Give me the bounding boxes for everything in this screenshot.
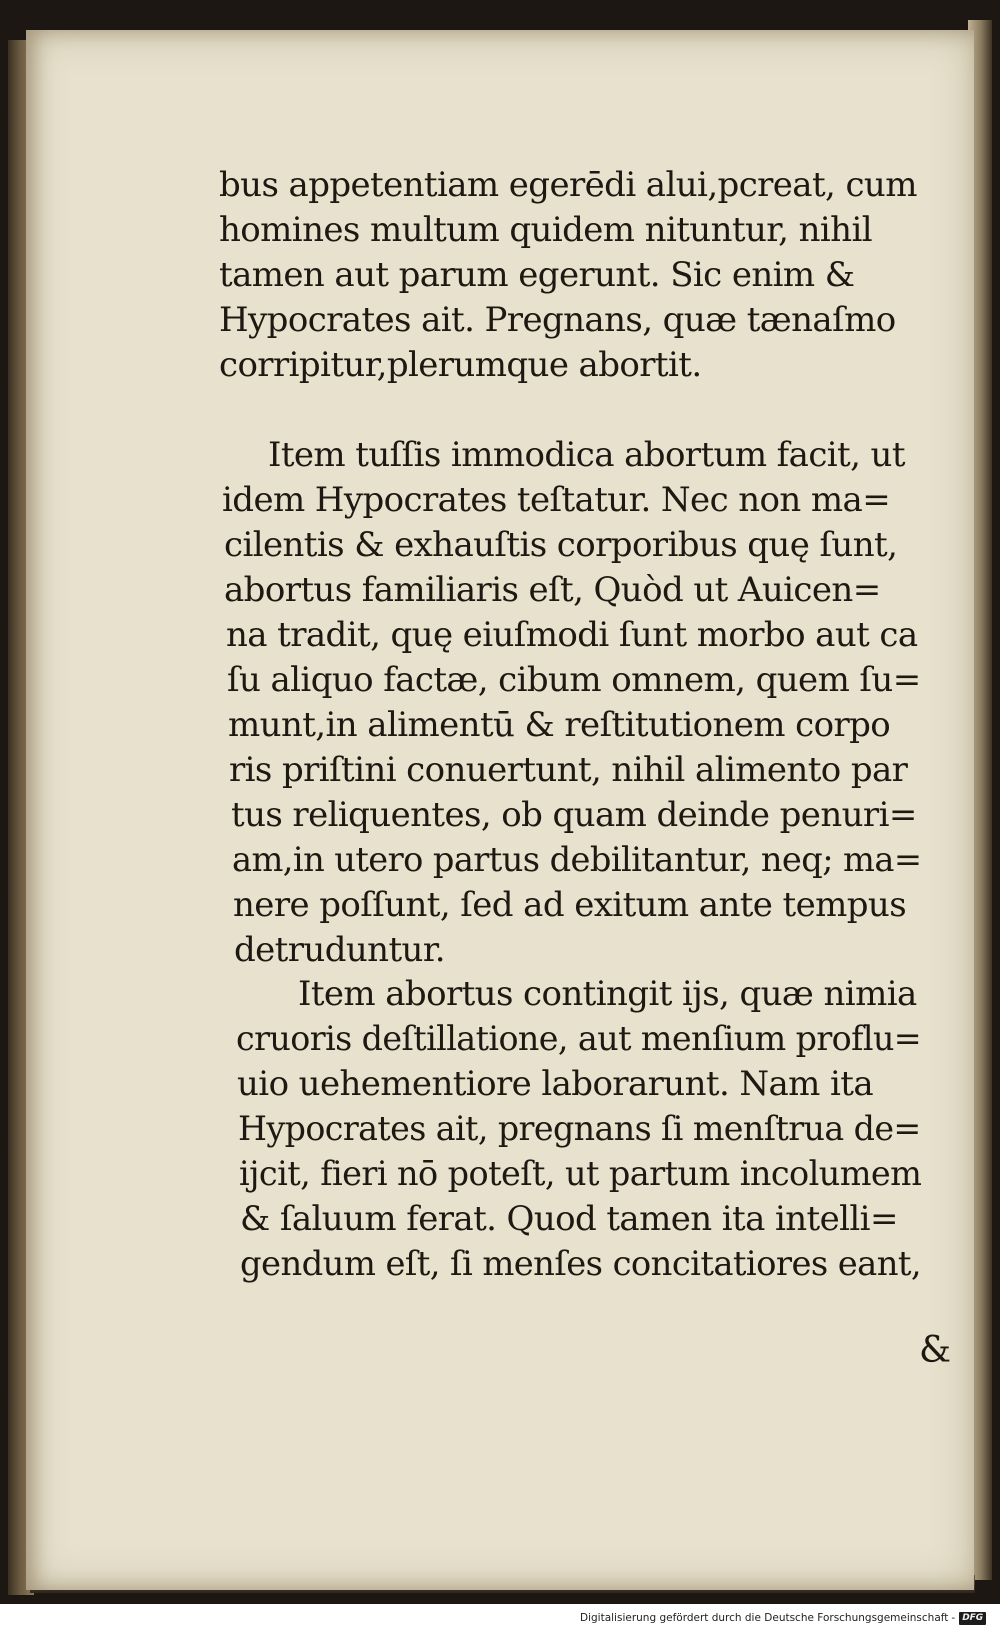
text-line: cilentis & exhauſtis corporibus quę ſunt, (224, 525, 898, 565)
digitization-credit: Digitalisierung gefördert durch die Deutsche Forschungsgemeinschaft - DFG (580, 1610, 986, 1626)
text-line: abortus familiaris eſt, Quòd ut Auicen= (224, 570, 881, 610)
text-line: idem Hypocrates teſtatur. Nec non ma= (222, 480, 891, 520)
text-line: corripitur,plerumque abortit. (219, 345, 702, 385)
text-line: na tradit, quę eiuſmodi ſunt morbo aut ca (226, 615, 918, 655)
text-line: Hypocrates ait, pregnans ſi menſtrua de= (238, 1109, 921, 1149)
text-line: uio uehementiore laborarunt. Nam ita (237, 1064, 874, 1104)
text-line: ris priſtini conuertunt, nihil alimento par (229, 750, 908, 790)
text-line: & ſaluum ferat. Quod tamen ita intelli= (240, 1199, 898, 1239)
text-line: bus appetentiam egerēdi alui,pcreat, cum (219, 165, 917, 205)
text-line: munt,in alimentū & reſtitutionem corpo (228, 705, 891, 745)
text-line: homines multum quidem nituntur, nihil (219, 210, 872, 250)
text-line: tamen aut parum egerunt. Sic enim & (219, 255, 855, 295)
dfg-logo: DFG (959, 1612, 986, 1625)
catchword: & (919, 1330, 952, 1371)
text-line: nere poſſunt, ſed ad exitum ante tempus (233, 885, 907, 925)
text-line: Item abortus contingit ijs, quæ nimia (298, 974, 917, 1014)
text-line: gendum eſt, ſi menſes concitatiores eant, (240, 1244, 922, 1284)
text-line: am,in utero partus debilitantur, neq; ma= (232, 840, 922, 880)
text-line: cruoris deſtillatione, aut menſium proflu= (236, 1019, 922, 1059)
text-line: ſu aliquo factæ, cibum omnem, quem ſu= (227, 660, 921, 700)
text-line: Item tuſſis immodica abortum facit, ut (268, 435, 905, 475)
credit-text: Digitalisierung gefördert durch die Deutsche Forschungsgemeinschaft (580, 1612, 949, 1624)
text-line: Hypocrates ait. Pregnans, quæ tænaſmo (219, 300, 896, 340)
text-line: ijcit, fieri nō poteſt, ut partum incolumem (239, 1154, 922, 1194)
text-block (26, 30, 974, 1430)
book-page (26, 30, 974, 1590)
text-line: detruduntur. (234, 930, 445, 970)
text-line: tus reliquentes, ob quam deinde penuri= (231, 795, 917, 835)
